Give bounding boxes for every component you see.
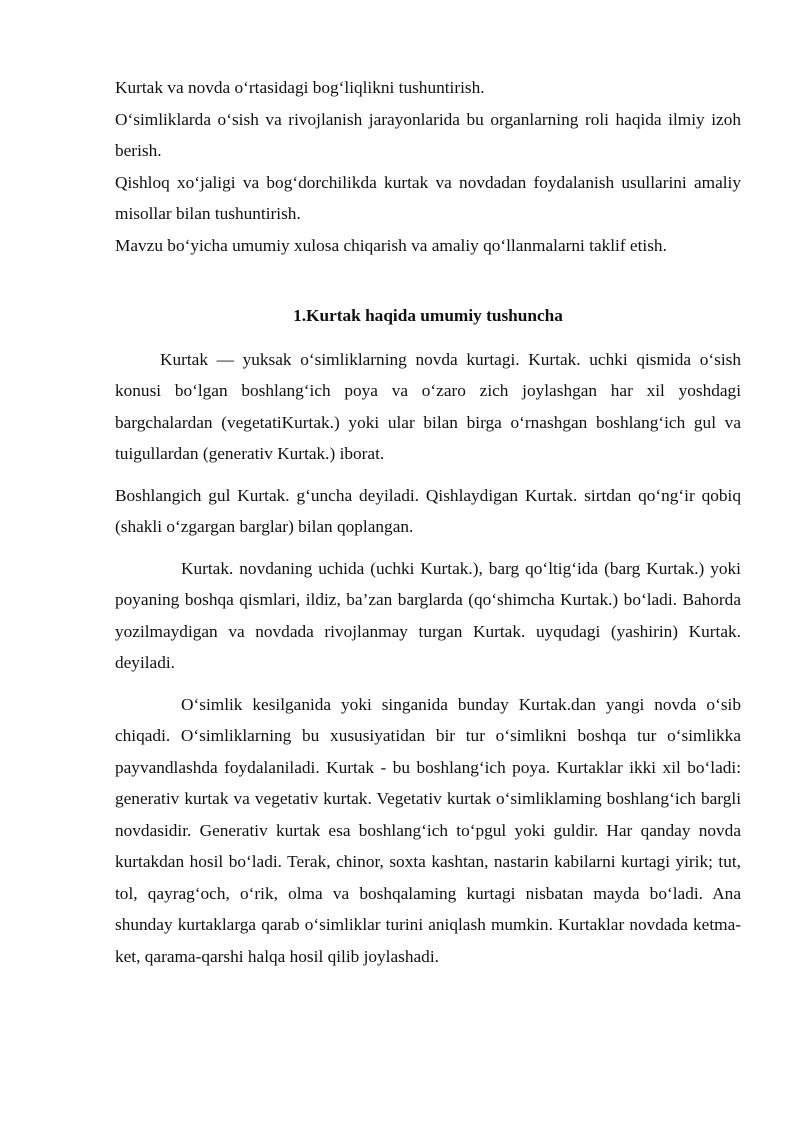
paragraph: Boshlangich gul Kurtak. g‘uncha deyiladi. Qishlaydigan Kurtak. sirtdan qo‘ng‘ir qobiq (shakli o‘zgargan barglar) bilan qoplangan. xyxy=(115,485,741,536)
paragraph: Kurtak. novdaning uchida (uchki Kurtak.), barg qo‘ltig‘ida (barg Kurtak.) yoki poyaning boshqa qismlari, ildiz, ba’zan barglarda (qo‘shimcha Kurtak.) bo‘ladi. Bahorda yozilmaydigan va novdada rivojlanmay turgan Kurtak. uyqudagi (yashirin) Kurtak. deyiladi. xyxy=(115,558,741,672)
document-body xyxy=(115,72,741,972)
intro-line: O‘simliklarda o‘sish va rivojlanish jarayonlarida bu organlarning roli haqida ilmiy izoh berish. xyxy=(115,109,741,160)
intro-line: Kurtak va novda o‘rtasidagi bog‘liqlikni tushuntirish. xyxy=(115,78,485,97)
paragraph: O‘simlik kesilganida yoki singanida bunday Kurtak.dan yangi novda o‘sib chiqadi. O‘simliklarning bu xususiyatidan bir tur o‘simlikni boshqa tur o‘simlikka payvandlashda foydalaniladi. Kurtak - bu boshlang‘ich poya. Kurtaklar ikki xil bo‘ladi: generativ kurtak va vegetativ kurtak. Vegetativ kurtak o‘simliklaming boshlang‘ich bargli novdasidir. Generativ kurtak esa boshlang‘ich to‘pgul yoki guldir. Har qanday novda kurtakdan hosil bo‘ladi. Terak, chinor, soxta kashtan, nastarin kabilarni kurtagi yirik; tut, tol, qayrag‘och, o‘rik, olma va boshqalaming kurtagi nisbatan mayda bo‘ladi. Ana shunday kurtaklarga qarab o‘simliklar turini aniqlash mumkin. Kurtaklar novdada ketma-ket, qarama-qarshi halqa hosil qilib joylashadi. xyxy=(115,694,741,966)
paragraph: Kurtak — yuksak o‘simliklarning novda kurtagi. Kurtak. uchki qismida o‘sish konusi bo‘lgan boshlang‘ich poya va o‘zaro zich joylashgan har xil yoshdagi bargchalardan (vegetatiKurtak.) yoki ular bilan birga o‘rnashgan boshlang‘ich gul va tuigullardan (generativ Kurtak.) iborat. xyxy=(115,349,741,463)
intro-line: Mavzu bo‘yicha umumiy xulosa chiqarish va amaliy qo‘llanmalarni taklif etish. xyxy=(115,235,667,255)
section-title: 1.Kurtak haqida umumiy tushuncha xyxy=(293,306,563,325)
intro-line: Qishloq xo‘jaligi va bog‘dorchilikda kurtak va novdadan foydalanish usullarini amaliy misollar bilan tushuntirish. xyxy=(115,172,741,223)
